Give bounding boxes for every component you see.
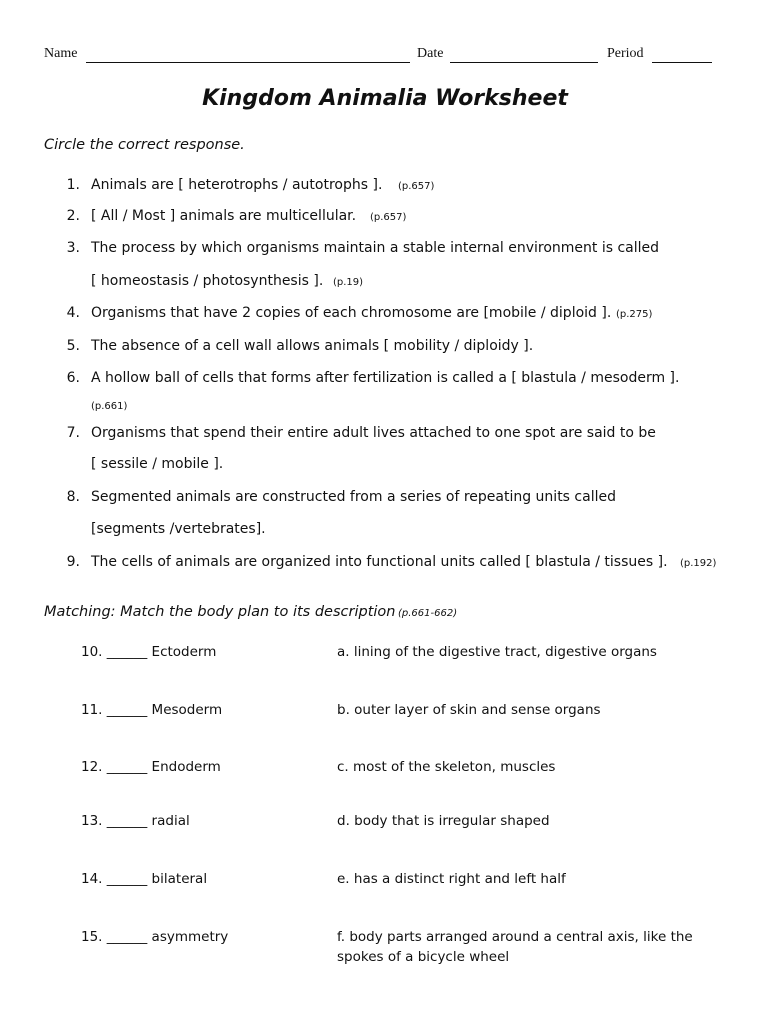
- page-reference: (p.657): [370, 212, 407, 223]
- matching-description: e. has a distinct right and left half: [337, 871, 566, 887]
- matching-term: 14. ______ bilateral: [81, 871, 208, 887]
- question-text: Organisms that spend their entire adult lives attached to one spot are said to be: [91, 425, 656, 441]
- matching-description: c. most of the skeleton, muscles: [337, 759, 556, 775]
- date-field[interactable]: [450, 62, 598, 63]
- question-text: Organisms that have 2 copies of each chromosome are [mobile / diploid ].: [91, 305, 612, 321]
- question-text-continued: [ homeostasis / photosynthesis ].: [91, 273, 324, 289]
- question-text: The absence of a cell wall allows animals [ mobility / diploidy ].: [91, 338, 534, 354]
- page-reference: (p.192): [680, 558, 717, 569]
- page-reference: (p.19): [333, 277, 364, 288]
- matching-description: a. lining of the digestive tract, digestive organs: [337, 644, 657, 660]
- question-text: [ All / Most ] animals are multicellular.: [91, 208, 357, 224]
- question-number: 8.: [66, 489, 80, 505]
- question-text-continued: [ sessile / mobile ].: [91, 456, 224, 472]
- question-text: Animals are [ heterotrophs / autotrophs ].: [91, 177, 383, 193]
- question-number: 4.: [66, 305, 80, 321]
- period-label: Period: [607, 46, 644, 61]
- matching-term: 11. ______ Mesoderm: [81, 702, 223, 718]
- matching-term: 13. ______ radial: [81, 813, 190, 829]
- page-reference: (p.661): [91, 401, 128, 412]
- question-number: 9.: [66, 554, 80, 570]
- matching-description: f. body parts arranged around a central axis, like the: [337, 929, 693, 945]
- worksheet-title: Kingdom Animalia Worksheet: [202, 86, 568, 111]
- matching-term: 15. ______ asymmetry: [81, 929, 229, 945]
- question-number: 7.: [66, 425, 80, 441]
- question-number: 1.: [66, 177, 80, 193]
- page-reference: (p.661-662): [398, 608, 458, 619]
- date-label: Date: [417, 46, 444, 61]
- question-number: 3.: [66, 240, 80, 256]
- matching-term: 10. ______ Ectoderm: [81, 644, 217, 660]
- matching-description: b. outer layer of skin and sense organs: [337, 702, 601, 718]
- section-instructions: Circle the correct response.: [44, 137, 245, 153]
- question-number: 5.: [66, 338, 80, 354]
- matching-description: d. body that is irregular shaped: [337, 813, 550, 829]
- page-reference: (p.657): [398, 181, 435, 192]
- matching-instructions: Matching: Match the body plan to its description: [44, 604, 396, 620]
- question-number: 6.: [66, 370, 80, 386]
- name-field[interactable]: [86, 62, 410, 63]
- question-text: The cells of animals are organized into functional units called [ blastula / tissues ].: [91, 554, 668, 570]
- matching-description-continued: spokes of a bicycle wheel: [337, 949, 510, 965]
- question-text: The process by which organisms maintain a stable internal environment is called: [91, 240, 660, 256]
- question-text-continued: [segments /vertebrates].: [91, 521, 266, 537]
- name-label: Name: [44, 46, 78, 61]
- page-reference: (p.275): [616, 309, 653, 320]
- question-text: Segmented animals are constructed from a series of repeating units called: [91, 489, 616, 505]
- question-number: 2.: [66, 208, 80, 224]
- question-text: A hollow ball of cells that forms after fertilization is called a [ blastula / mesoderm ].: [91, 370, 680, 386]
- period-field[interactable]: [652, 62, 712, 63]
- matching-term: 12. ______ Endoderm: [81, 759, 221, 775]
